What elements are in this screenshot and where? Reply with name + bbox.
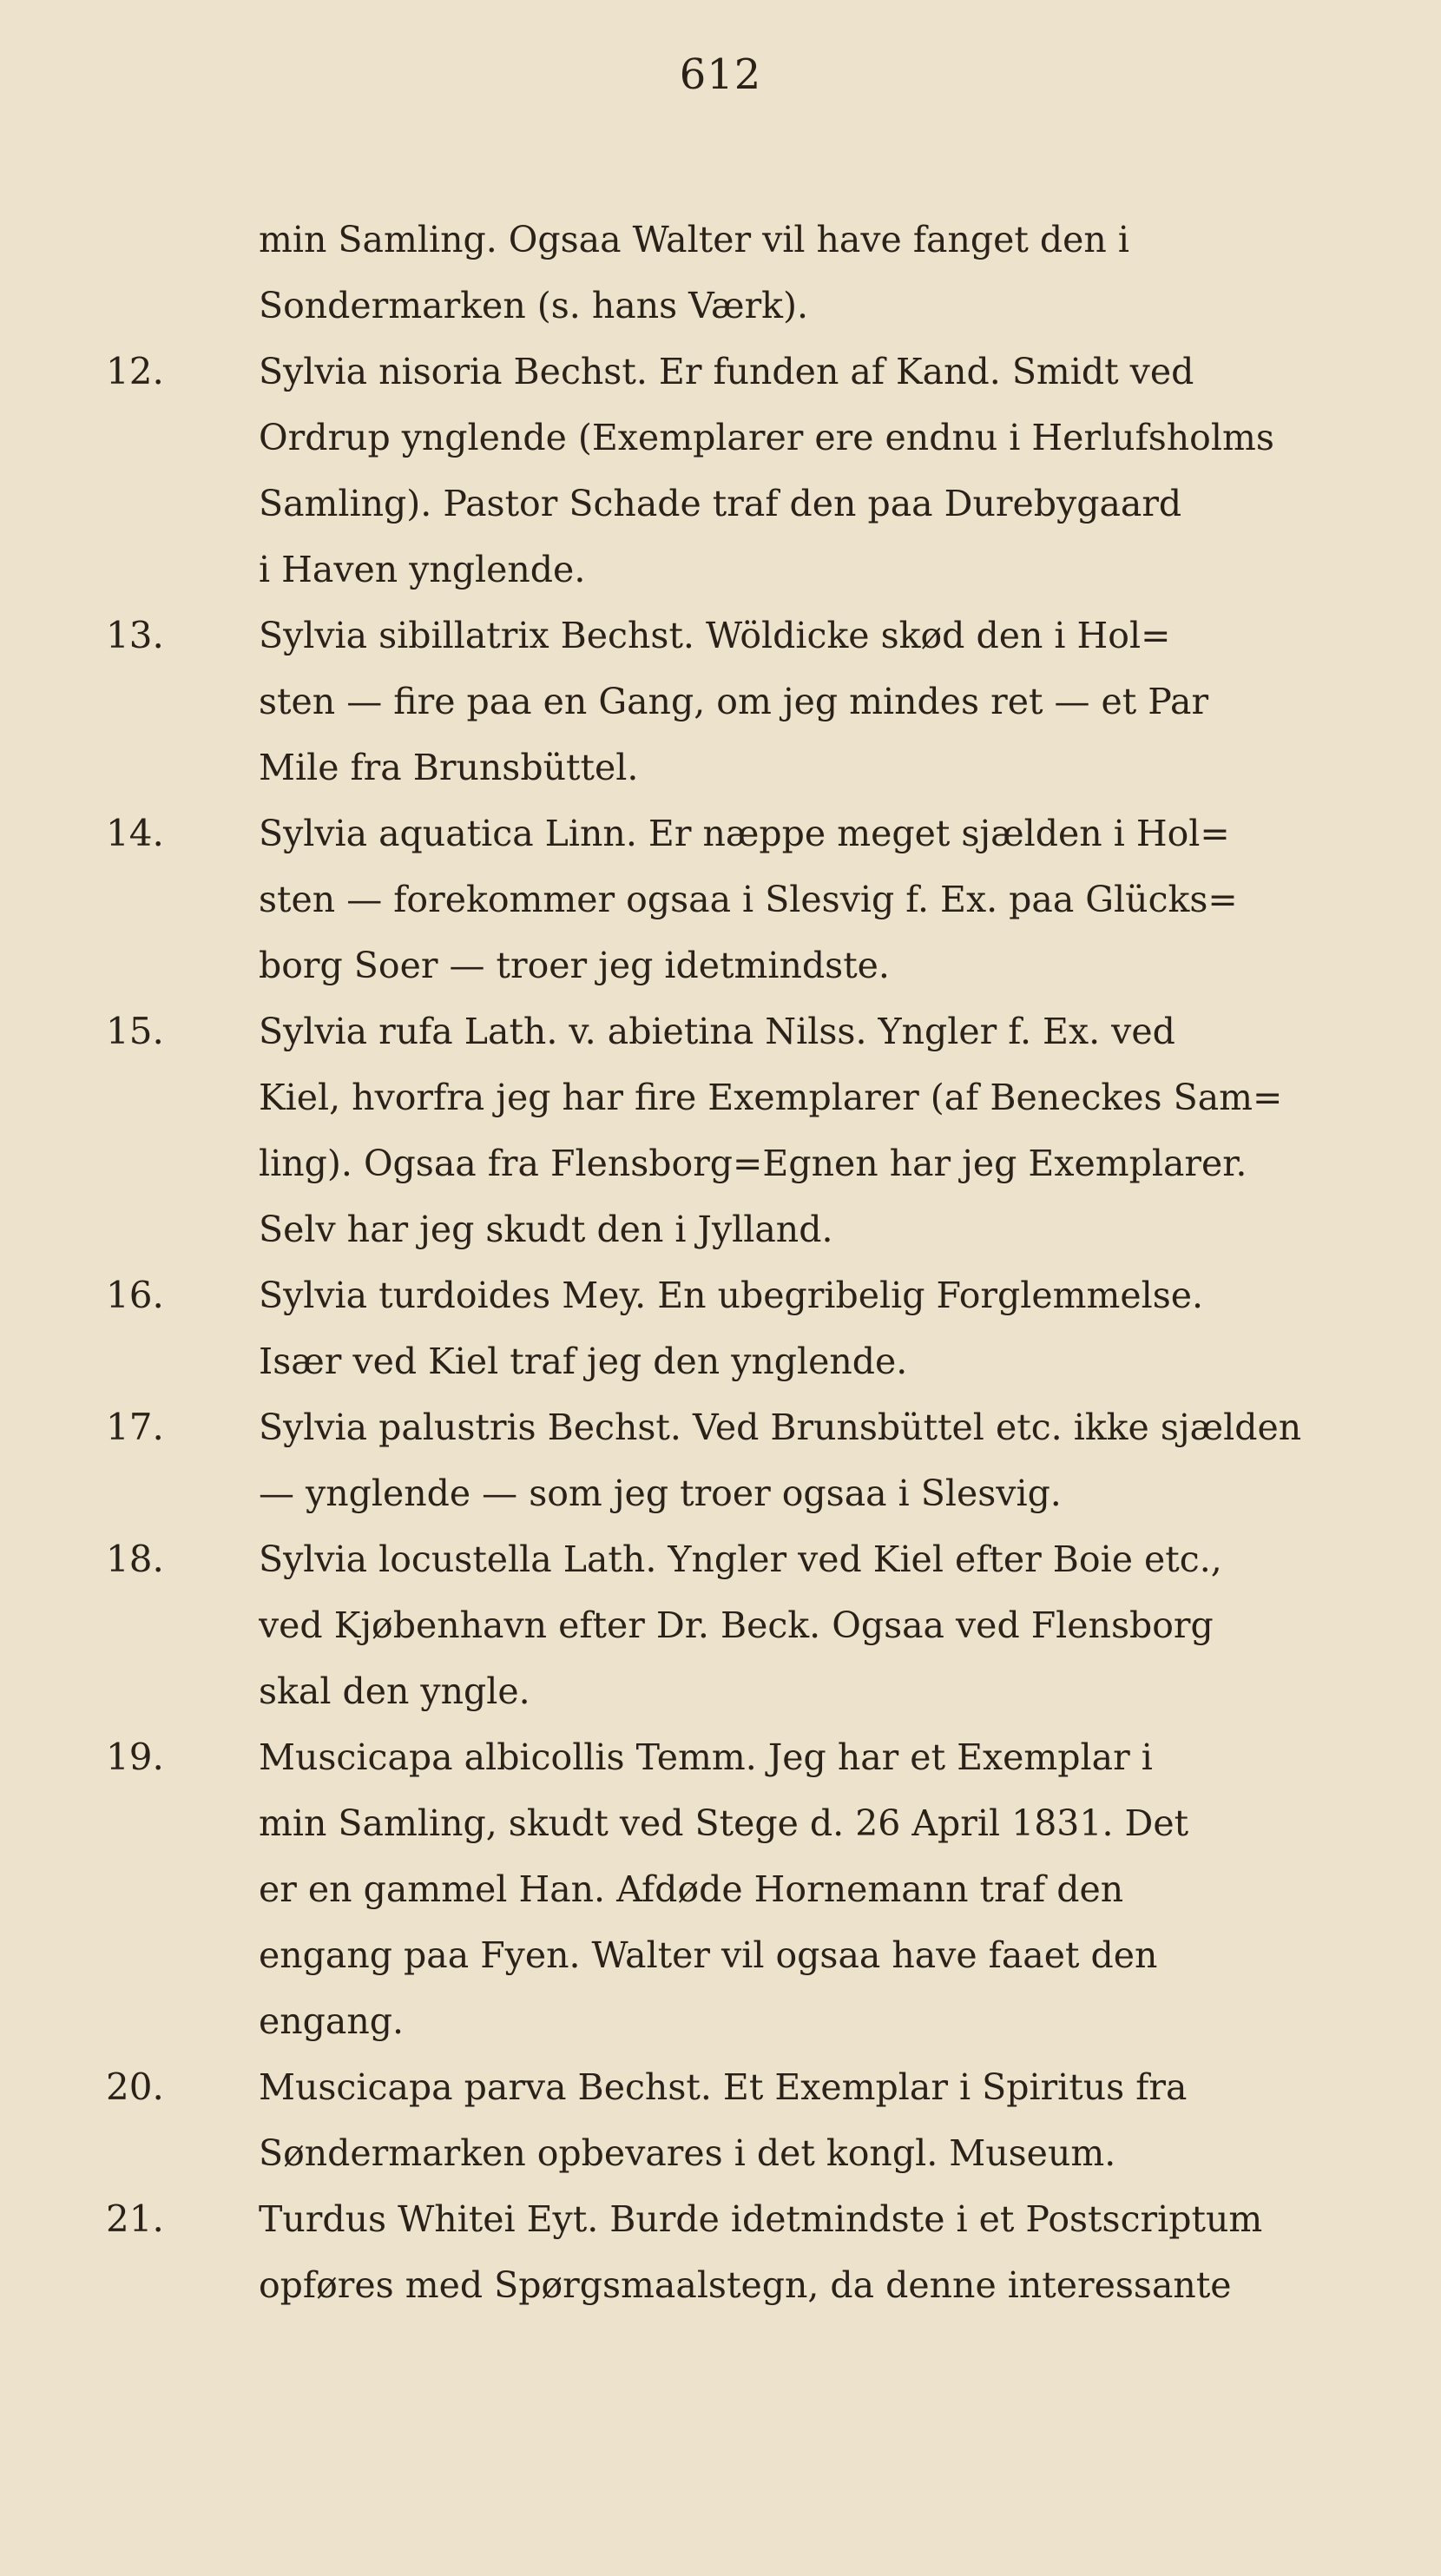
text-line: er en gammel Han. Afdøde Hornemann traf den bbox=[259, 1868, 1124, 1910]
entry-number: 13. bbox=[106, 614, 164, 656]
entry-number: 14. bbox=[106, 812, 164, 854]
entry-number: 17. bbox=[106, 1406, 164, 1448]
entry-text bbox=[259, 603, 1380, 800]
species-entry bbox=[104, 2186, 1380, 2318]
entry-text bbox=[259, 339, 1380, 603]
entry-number: 16. bbox=[106, 1274, 164, 1316]
text-line: Især ved Kiel traf jeg den ynglende. bbox=[259, 1341, 908, 1382]
text-line: Sylvia rufa Lath. v. abietina Nilss. Yngler f. Ex. ved bbox=[259, 1011, 1175, 1052]
text-line: Kiel, hvorfra jeg har fire Exemplarer (af Beneckes Sam= bbox=[259, 1077, 1283, 1118]
entry-text bbox=[259, 1262, 1380, 1394]
page-body bbox=[104, 207, 1380, 2318]
text-line: Sylvia sibillatrix Bechst. Wöldicke skød den i Hol= bbox=[259, 615, 1171, 656]
text-line: Selv har jeg skudt den i Jylland. bbox=[259, 1209, 833, 1250]
entry-text bbox=[259, 800, 1380, 998]
text-line: min Samling. Ogsaa Walter vil have fanget den i bbox=[259, 219, 1129, 260]
text-line: Sylvia locustella Lath. Yngler ved Kiel efter Boie etc., bbox=[259, 1538, 1222, 1580]
species-entry bbox=[104, 1526, 1380, 1724]
text-line: Søndermarken opbevares i det kongl. Museum. bbox=[259, 2132, 1116, 2174]
text-line: skal den yngle. bbox=[259, 1670, 530, 1712]
text-line: Ordrup ynglende (Exemplarer ere endnu i Herlufsholms bbox=[259, 417, 1274, 458]
text-line: sten — fire paa en Gang, om jeg mindes ret — et Par bbox=[259, 681, 1209, 722]
entry-text bbox=[259, 1526, 1380, 1724]
text-line: engang. bbox=[259, 2000, 405, 2042]
text-line: Samling). Pastor Schade traf den paa Durebygaard bbox=[259, 483, 1182, 524]
species-entry bbox=[104, 603, 1380, 800]
text-line: Muscicapa parva Bechst. Et Exemplar i Spiritus fra bbox=[259, 2066, 1188, 2108]
species-list bbox=[104, 339, 1380, 2318]
entry-number: 21. bbox=[106, 2197, 164, 2240]
text-line: Sondermarken (s. hans Værk). bbox=[259, 285, 809, 326]
text-line: Turdus Whitei Eyt. Burde idetmindste i et Postscriptum bbox=[259, 2198, 1263, 2240]
text-line: opføres med Spørgsmaalstegn, da denne interessante bbox=[259, 2264, 1232, 2306]
species-entry bbox=[104, 998, 1380, 1262]
text-line: Sylvia aquatica Linn. Er næppe meget sjælden i Hol= bbox=[259, 813, 1230, 854]
intro-paragraph bbox=[259, 207, 1380, 339]
entry-number: 20. bbox=[106, 2065, 164, 2108]
text-line: Sylvia nisoria Bechst. Er funden af Kand. Smidt ved bbox=[259, 351, 1194, 392]
entry-text bbox=[259, 2054, 1380, 2186]
text-line: engang paa Fyen. Walter vil ogsaa have faaet den bbox=[259, 1934, 1158, 1976]
entry-number: 19. bbox=[106, 1736, 164, 1778]
text-line: i Haven ynglende. bbox=[259, 549, 586, 590]
entry-number: 15. bbox=[106, 1010, 164, 1052]
entry-number: 12. bbox=[106, 350, 164, 392]
text-line: ved Kjøbenhavn efter Dr. Beck. Ogsaa ved Flensborg bbox=[259, 1604, 1214, 1646]
text-line: Sylvia turdoides Mey. En ubegribelig Forglemmelse. bbox=[259, 1275, 1204, 1316]
text-line: Muscicapa albicollis Temm. Jeg har et Exemplar i bbox=[259, 1736, 1153, 1778]
entry-number: 18. bbox=[106, 1538, 164, 1580]
entry-text bbox=[259, 1394, 1380, 1526]
species-entry bbox=[104, 339, 1380, 603]
text-line: ling). Ogsaa fra Flensborg=Egnen har jeg Exemplarer. bbox=[259, 1143, 1247, 1184]
entry-text bbox=[259, 998, 1380, 1262]
species-entry bbox=[104, 1724, 1380, 2054]
species-entry bbox=[104, 2054, 1380, 2186]
page-number: 612 bbox=[679, 50, 762, 99]
entry-text bbox=[259, 1724, 1380, 2054]
text-line: borg Soer — troer jeg idetmindste. bbox=[259, 945, 890, 986]
text-line: Mile fra Brunsbüttel. bbox=[259, 747, 639, 788]
species-entry bbox=[104, 1394, 1380, 1526]
entry-text bbox=[259, 2186, 1380, 2318]
text-line: — ynglende — som jeg troer ogsaa i Slesvig. bbox=[259, 1472, 1062, 1514]
text-line: min Samling, skudt ved Stege d. 26 April 1831. Det bbox=[259, 1802, 1189, 1844]
text-line: Sylvia palustris Bechst. Ved Brunsbüttel etc. ikke sjælden bbox=[259, 1407, 1302, 1448]
species-entry bbox=[104, 800, 1380, 998]
text-line: sten — forekommer ogsaa i Slesvig f. Ex. paa Glücks= bbox=[259, 879, 1238, 920]
species-entry bbox=[104, 1262, 1380, 1394]
